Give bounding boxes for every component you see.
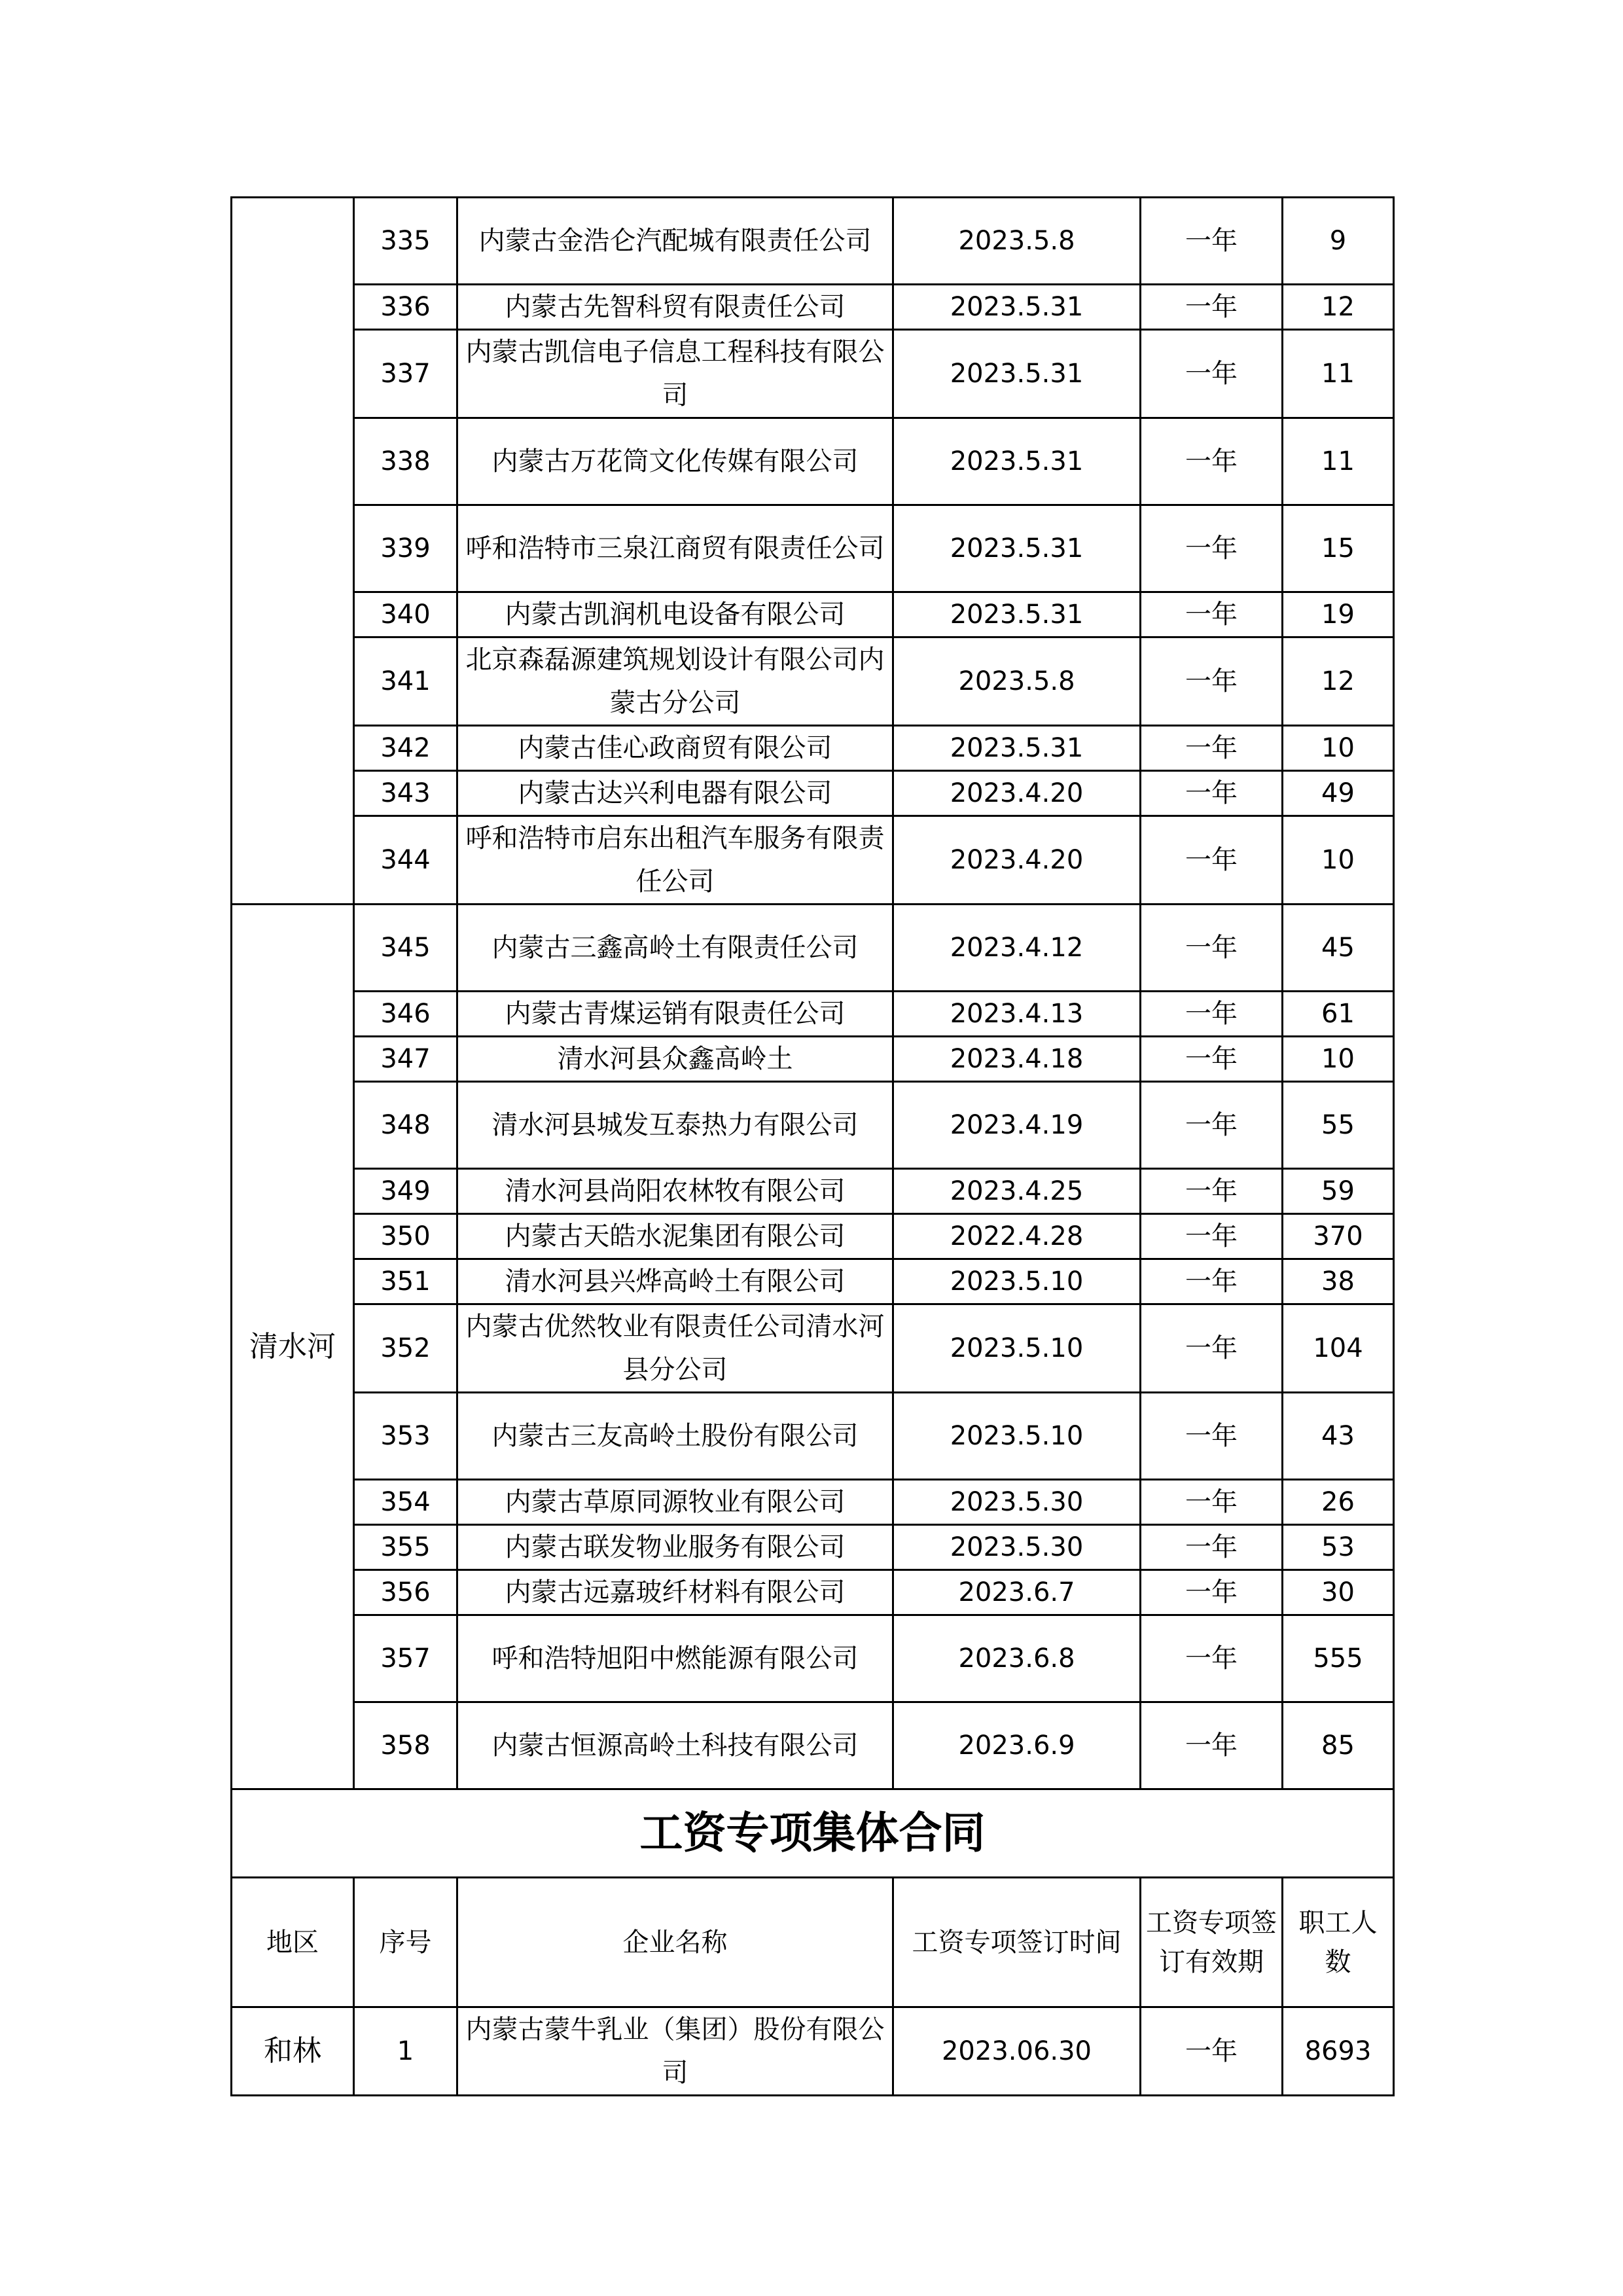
company-name-cell: 清水河县城发互泰热力有限公司: [457, 1082, 893, 1169]
term-cell: 一年: [1141, 1393, 1283, 1480]
count-cell: 45: [1283, 905, 1394, 992]
date-cell: 2023.6.7: [893, 1570, 1141, 1615]
count-cell: 19: [1283, 592, 1394, 637]
date-cell: 2023.5.31: [893, 330, 1141, 418]
company-name-cell: 内蒙古联发物业服务有限公司: [457, 1525, 893, 1570]
header-count: 职工人数: [1283, 1878, 1394, 2007]
term-cell: 一年: [1141, 1304, 1283, 1393]
term-cell: 一年: [1141, 637, 1283, 726]
term-cell: 一年: [1141, 505, 1283, 592]
count-cell: 15: [1283, 505, 1394, 592]
table-row: [232, 330, 1394, 418]
term-cell: 一年: [1141, 418, 1283, 505]
seq-cell: 337: [354, 330, 457, 418]
term-cell: 一年: [1141, 1525, 1283, 1570]
date-cell: 2023.4.25: [893, 1169, 1141, 1214]
count-cell: 10: [1283, 1037, 1394, 1082]
date-cell: 2023.5.31: [893, 285, 1141, 330]
date-cell: 2023.4.19: [893, 1082, 1141, 1169]
company-name-cell: 北京森磊源建筑规划设计有限公司内蒙古分公司: [457, 637, 893, 726]
count-cell: 53: [1283, 1525, 1394, 1570]
term-cell: 一年: [1141, 2007, 1283, 2096]
company-name-cell: 内蒙古优然牧业有限责任公司清水河县分公司: [457, 1304, 893, 1393]
term-cell: 一年: [1141, 592, 1283, 637]
table-row: [232, 505, 1394, 592]
term-cell: 一年: [1141, 1169, 1283, 1214]
company-name-cell: 内蒙古佳心政商贸有限公司: [457, 726, 893, 771]
company-name-cell: 清水河县兴烨高岭土有限公司: [457, 1259, 893, 1304]
term-cell: 一年: [1141, 1480, 1283, 1525]
term-cell: 一年: [1141, 1259, 1283, 1304]
count-cell: 26: [1283, 1480, 1394, 1525]
seq-cell: 348: [354, 1082, 457, 1169]
table-row: [232, 1525, 1394, 1570]
seq-cell: 342: [354, 726, 457, 771]
seq-cell: 346: [354, 992, 457, 1037]
company-name-cell: 内蒙古天皓水泥集团有限公司: [457, 1214, 893, 1259]
table-row: [232, 285, 1394, 330]
date-cell: 2023.6.9: [893, 1702, 1141, 1789]
seq-cell: 358: [354, 1702, 457, 1789]
term-cell: 一年: [1141, 285, 1283, 330]
table-row: [232, 816, 1394, 905]
company-name-cell: 呼和浩特市启东出租汽车服务有限责任公司: [457, 816, 893, 905]
table-row: [232, 992, 1394, 1037]
region-cell: 和林: [232, 2007, 354, 2096]
date-cell: 2022.4.28: [893, 1214, 1141, 1259]
date-cell: 2023.5.31: [893, 726, 1141, 771]
table-row: [232, 1259, 1394, 1304]
date-cell: 2023.5.10: [893, 1259, 1141, 1304]
count-cell: 11: [1283, 418, 1394, 505]
company-name-cell: 内蒙古先智科贸有限责任公司: [457, 285, 893, 330]
header-name: 企业名称: [457, 1878, 893, 2007]
term-cell: 一年: [1141, 1570, 1283, 1615]
count-cell: 10: [1283, 816, 1394, 905]
term-cell: 一年: [1141, 816, 1283, 905]
date-cell: 2023.4.12: [893, 905, 1141, 992]
table-row: [232, 1702, 1394, 1789]
table-row: [232, 1570, 1394, 1615]
term-cell: 一年: [1141, 726, 1283, 771]
count-cell: 12: [1283, 637, 1394, 726]
term-cell: 一年: [1141, 771, 1283, 816]
company-name-cell: 内蒙古凯润机电设备有限公司: [457, 592, 893, 637]
table-row: [232, 1304, 1394, 1393]
count-cell: 61: [1283, 992, 1394, 1037]
seq-cell: 353: [354, 1393, 457, 1480]
header-seq: 序号: [354, 1878, 457, 2007]
date-cell: 2023.06.30: [893, 2007, 1141, 2096]
date-cell: 2023.5.31: [893, 505, 1141, 592]
count-cell: 43: [1283, 1393, 1394, 1480]
header-row: [232, 1878, 1394, 2007]
term-cell: 一年: [1141, 1615, 1283, 1702]
date-cell: 2023.4.18: [893, 1037, 1141, 1082]
table-row: [232, 1615, 1394, 1702]
seq-cell: 352: [354, 1304, 457, 1393]
seq-cell: 354: [354, 1480, 457, 1525]
table-row: [232, 637, 1394, 726]
count-cell: 10: [1283, 726, 1394, 771]
table-row: [232, 418, 1394, 505]
region-cell-empty: [232, 198, 354, 905]
seq-cell: 356: [354, 1570, 457, 1615]
date-cell: 2023.4.20: [893, 816, 1141, 905]
count-cell: 12: [1283, 285, 1394, 330]
company-name-cell: 内蒙古达兴利电器有限公司: [457, 771, 893, 816]
table-row: [232, 2007, 1394, 2096]
term-cell: 一年: [1141, 1214, 1283, 1259]
date-cell: 2023.6.8: [893, 1615, 1141, 1702]
company-name-cell: 呼和浩特旭阳中燃能源有限公司: [457, 1615, 893, 1702]
count-cell: 38: [1283, 1259, 1394, 1304]
seq-cell: 355: [354, 1525, 457, 1570]
header-term: 工资专项签订有效期: [1141, 1878, 1283, 2007]
count-cell: 55: [1283, 1082, 1394, 1169]
term-cell: 一年: [1141, 992, 1283, 1037]
header-date: 工资专项签订时间: [893, 1878, 1141, 2007]
date-cell: 2023.5.31: [893, 592, 1141, 637]
date-cell: 2023.5.30: [893, 1525, 1141, 1570]
section-title-row: [232, 1789, 1394, 1878]
seq-cell: 1: [354, 2007, 457, 2096]
company-name-cell: 内蒙古万花筒文化传媒有限公司: [457, 418, 893, 505]
count-cell: 49: [1283, 771, 1394, 816]
count-cell: 85: [1283, 1702, 1394, 1789]
company-name-cell: 内蒙古青煤运销有限责任公司: [457, 992, 893, 1037]
company-name-cell: 清水河县尚阳农林牧有限公司: [457, 1169, 893, 1214]
table-row: [232, 1169, 1394, 1214]
company-name-cell: 内蒙古三鑫高岭土有限责任公司: [457, 905, 893, 992]
company-name-cell: 内蒙古草原同源牧业有限公司: [457, 1480, 893, 1525]
table-row: [232, 726, 1394, 771]
seq-cell: 345: [354, 905, 457, 992]
term-cell: 一年: [1141, 330, 1283, 418]
term-cell: 一年: [1141, 1702, 1283, 1789]
company-name-cell: 内蒙古金浩仑汽配城有限责任公司: [457, 198, 893, 285]
count-cell: 30: [1283, 1570, 1394, 1615]
company-name-cell: 清水河县众鑫高岭土: [457, 1037, 893, 1082]
table-row: [232, 592, 1394, 637]
count-cell: 8693: [1283, 2007, 1394, 2096]
seq-cell: 349: [354, 1169, 457, 1214]
date-cell: 2023.5.8: [893, 637, 1141, 726]
seq-cell: 336: [354, 285, 457, 330]
company-name-cell: 内蒙古三友高岭土股份有限公司: [457, 1393, 893, 1480]
term-cell: 一年: [1141, 905, 1283, 992]
table-row: [232, 905, 1394, 992]
count-cell: 59: [1283, 1169, 1394, 1214]
count-cell: 9: [1283, 198, 1394, 285]
date-cell: 2023.4.20: [893, 771, 1141, 816]
seq-cell: 351: [354, 1259, 457, 1304]
term-cell: 一年: [1141, 1082, 1283, 1169]
date-cell: 2023.5.30: [893, 1480, 1141, 1525]
term-cell: 一年: [1141, 1037, 1283, 1082]
seq-cell: 341: [354, 637, 457, 726]
seq-cell: 350: [354, 1214, 457, 1259]
date-cell: 2023.4.13: [893, 992, 1141, 1037]
table-row: [232, 1214, 1394, 1259]
contract-table: [230, 196, 1395, 2096]
seq-cell: 338: [354, 418, 457, 505]
table-row: [232, 1082, 1394, 1169]
count-cell: 11: [1283, 330, 1394, 418]
company-name-cell: 呼和浩特市三泉江商贸有限责任公司: [457, 505, 893, 592]
table-row: [232, 771, 1394, 816]
company-name-cell: 内蒙古恒源高岭土科技有限公司: [457, 1702, 893, 1789]
count-cell: 104: [1283, 1304, 1394, 1393]
company-name-cell: 内蒙古蒙牛乳业（集团）股份有限公司: [457, 2007, 893, 2096]
seq-cell: 344: [354, 816, 457, 905]
count-cell: 370: [1283, 1214, 1394, 1259]
date-cell: 2023.5.8: [893, 198, 1141, 285]
company-name-cell: 内蒙古凯信电子信息工程科技有限公司: [457, 330, 893, 418]
seq-cell: 339: [354, 505, 457, 592]
seq-cell: 335: [354, 198, 457, 285]
term-cell: 一年: [1141, 198, 1283, 285]
seq-cell: 343: [354, 771, 457, 816]
region-cell-qingshuihe: 清水河: [232, 905, 354, 1789]
table-row: [232, 1480, 1394, 1525]
date-cell: 2023.5.10: [893, 1304, 1141, 1393]
seq-cell: 347: [354, 1037, 457, 1082]
table-row: [232, 198, 1394, 285]
seq-cell: 340: [354, 592, 457, 637]
table-row: [232, 1393, 1394, 1480]
date-cell: 2023.5.10: [893, 1393, 1141, 1480]
seq-cell: 357: [354, 1615, 457, 1702]
date-cell: 2023.5.31: [893, 418, 1141, 505]
table-row: [232, 1037, 1394, 1082]
count-cell: 555: [1283, 1615, 1394, 1702]
header-region: 地区: [232, 1878, 354, 2007]
section-title: 工资专项集体合同: [232, 1789, 1394, 1878]
company-name-cell: 内蒙古远嘉玻纤材料有限公司: [457, 1570, 893, 1615]
